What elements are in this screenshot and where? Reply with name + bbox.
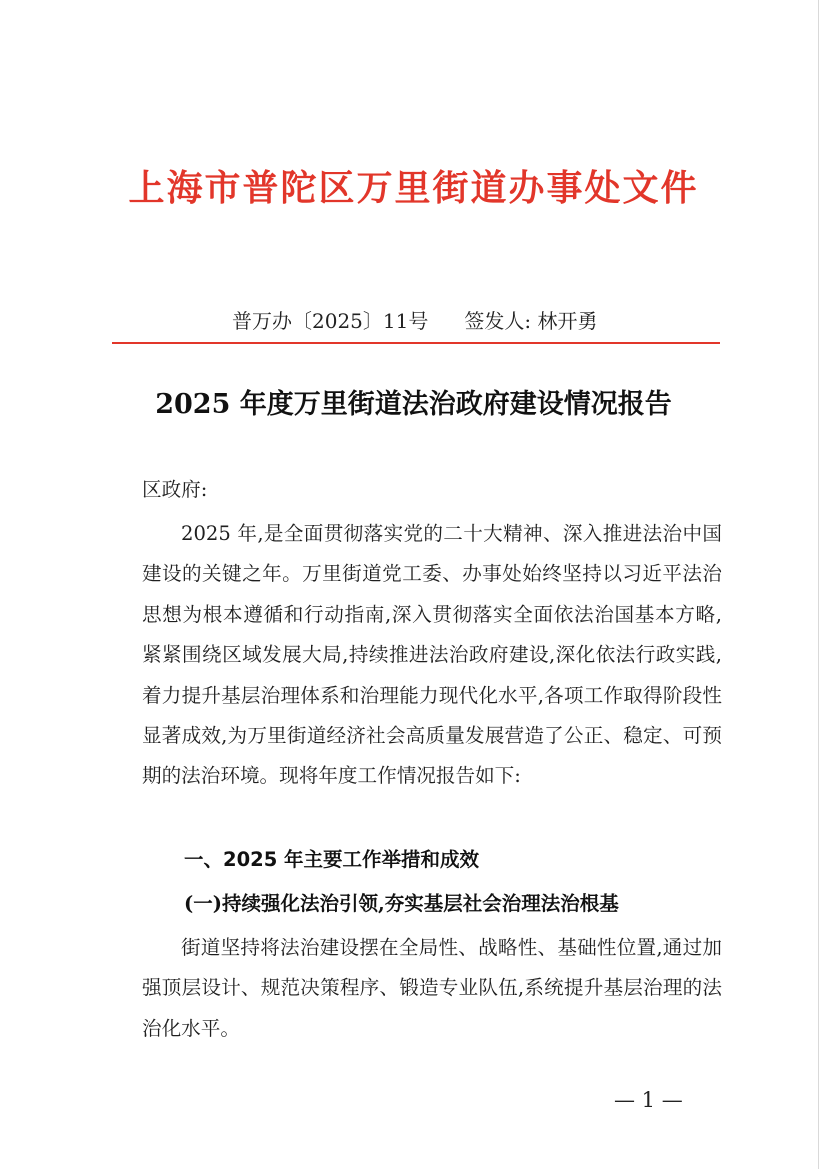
intro-paragraph: 2025 年,是全面贯彻落实党的二十大精神、深入推进法治中国建设的关键之年。万里街道党工委、办事处始终坚持以习近平法治思想为根本遵循和行动指南,深入贯彻落实全面依法治国基本方略,紧紧围绕区域发展大局,持续推进法治政府建设,深化依法行政实践,着力提升基层治理体系和治理能力现代化水平,各项工作取得阶段性显著成效,为万里街道经济社会高质量发展营造了公正、稳定、可预期的法治环境。现将年度工作情况报告如下:: [142, 522, 722, 788]
page-number: — 1 —: [614, 1088, 683, 1112]
report-title: 2025 年度万里街道法治政府建设情况报告: [155, 389, 672, 420]
section-heading: 一、2025 年主要工作举措和成效: [184, 848, 480, 871]
subsection-heading: (一)持续强化法治引领,夯实基层社会治理法治根基: [184, 892, 619, 915]
signer: 签发人: 林开勇: [464, 309, 598, 333]
subsection-paragraph: 街道坚持将法治建设摆在全局性、战略性、基础性位置,通过加强顶层设计、规范决策程序、锻造专业队伍,系统提升基层治理的法治化水平。: [142, 936, 722, 1040]
document-number: 普万办〔2025〕11号: [232, 309, 429, 333]
issuer-header-title: 上海市普陀区万里街道办事处文件: [128, 167, 699, 209]
document-number-line: [232, 305, 597, 334]
salutation: 区政府:: [142, 478, 208, 501]
red-divider-rule: [112, 342, 720, 344]
